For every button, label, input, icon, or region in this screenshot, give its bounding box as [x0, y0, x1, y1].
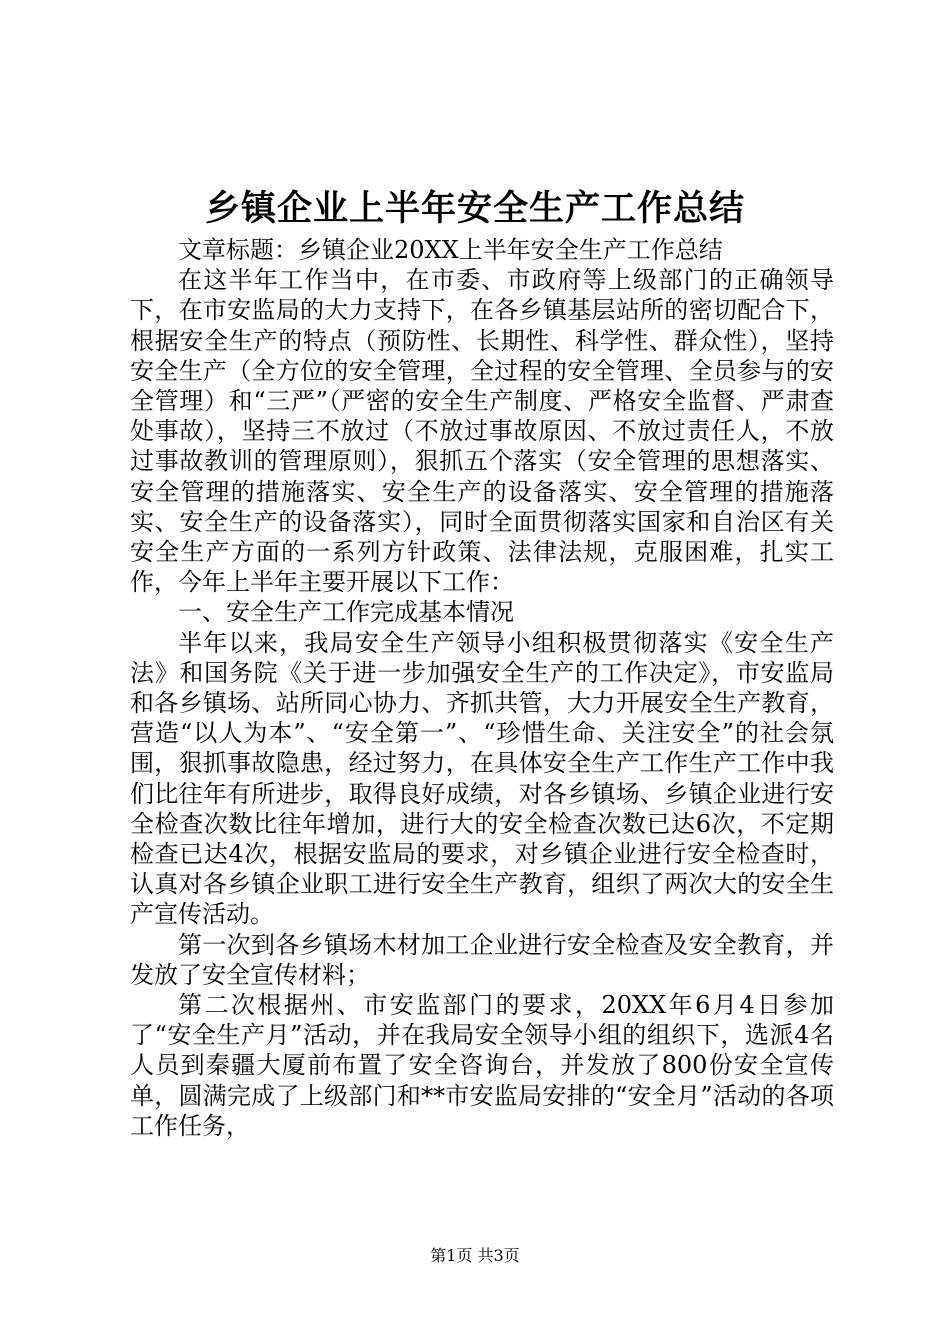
document-body	[130, 235, 834, 1141]
section-heading: 一、安全生产工作完成基本情况	[178, 598, 514, 627]
summary-paragraph: 半年以来，我局安全生产领导小组积极贯彻落实《安全生产法》和国务院《关于进一步加强安全生产的工作决定》，市安监局和各乡镇场、站所同心协力、齐抓共管，大力开展安全生产教育，营造“以人为本”、“安全第一”、“珍惜生命、关注安全”的社会氛围，狠抓事故隐患，经过努力，在具体安全生产工作生产工作中我们比往年有所进步，取得良好成绩，对各乡镇场、乡镇企业进行安全检查次数比往年增加，进行大的安全检查次数已达6次，不定期检查已达4次，根据安监局的要求，对乡镇企业进行安全检查时，认真对各乡镇企业职工进行安全生产教育，组织了两次大的安全生产宣传活动。	[130, 628, 834, 929]
page-footer: 第1页 共3页	[430, 1246, 520, 1265]
article-title-line: 文章标题：乡镇企业20XX上半年安全生产工作总结	[178, 236, 723, 264]
intro-paragraph: 在这半年工作当中，在市委、市政府等上级部门的正确领导下，在市安监局的大力支持下，在各乡镇基层站所的密切配合下，根据安全生产的特点（预防性、长期性、科学性、群众性），坚持安全生产（全方位的安全管理，全过程的安全管理、全员参与的安全管理）和“三严”（严密的安全生产制度、严格安全监督、严肃查处事故），坚持三不放过（不放过事故原因、不放过责任人，不放过事故教训的管理原则），狠抓五个落实（安全管理的思想落实、安全管理的措施落实、安全生产的设备落实、安全管理的措施落实、安全生产的设备落实），同时全面贯彻落实国家和自治区有关安全生产方面的一系列方针政策、法律法规，克服困难，扎实工作，今年上半年主要开展以下工作：	[130, 266, 834, 597]
second-activity-paragraph: 第二次根据州、市安监部门的要求，20XX年6月4日参加了“安全生产月”活动，并在我局安全领导小组的组织下，选派4名人员到秦疆大厦前布置了安全咨询台，并发放了800份安全宣传单，圆满完成了上级部门和**市安监局安排的“安全月”活动的各项工作任务，	[130, 991, 834, 1140]
document-title: 乡镇企业上半年安全生产工作总结	[204, 188, 745, 229]
first-activity-paragraph: 第一次到各乡镇场木材加工企业进行安全检查及安全教育，并发放了安全宣传材料；	[130, 930, 834, 989]
